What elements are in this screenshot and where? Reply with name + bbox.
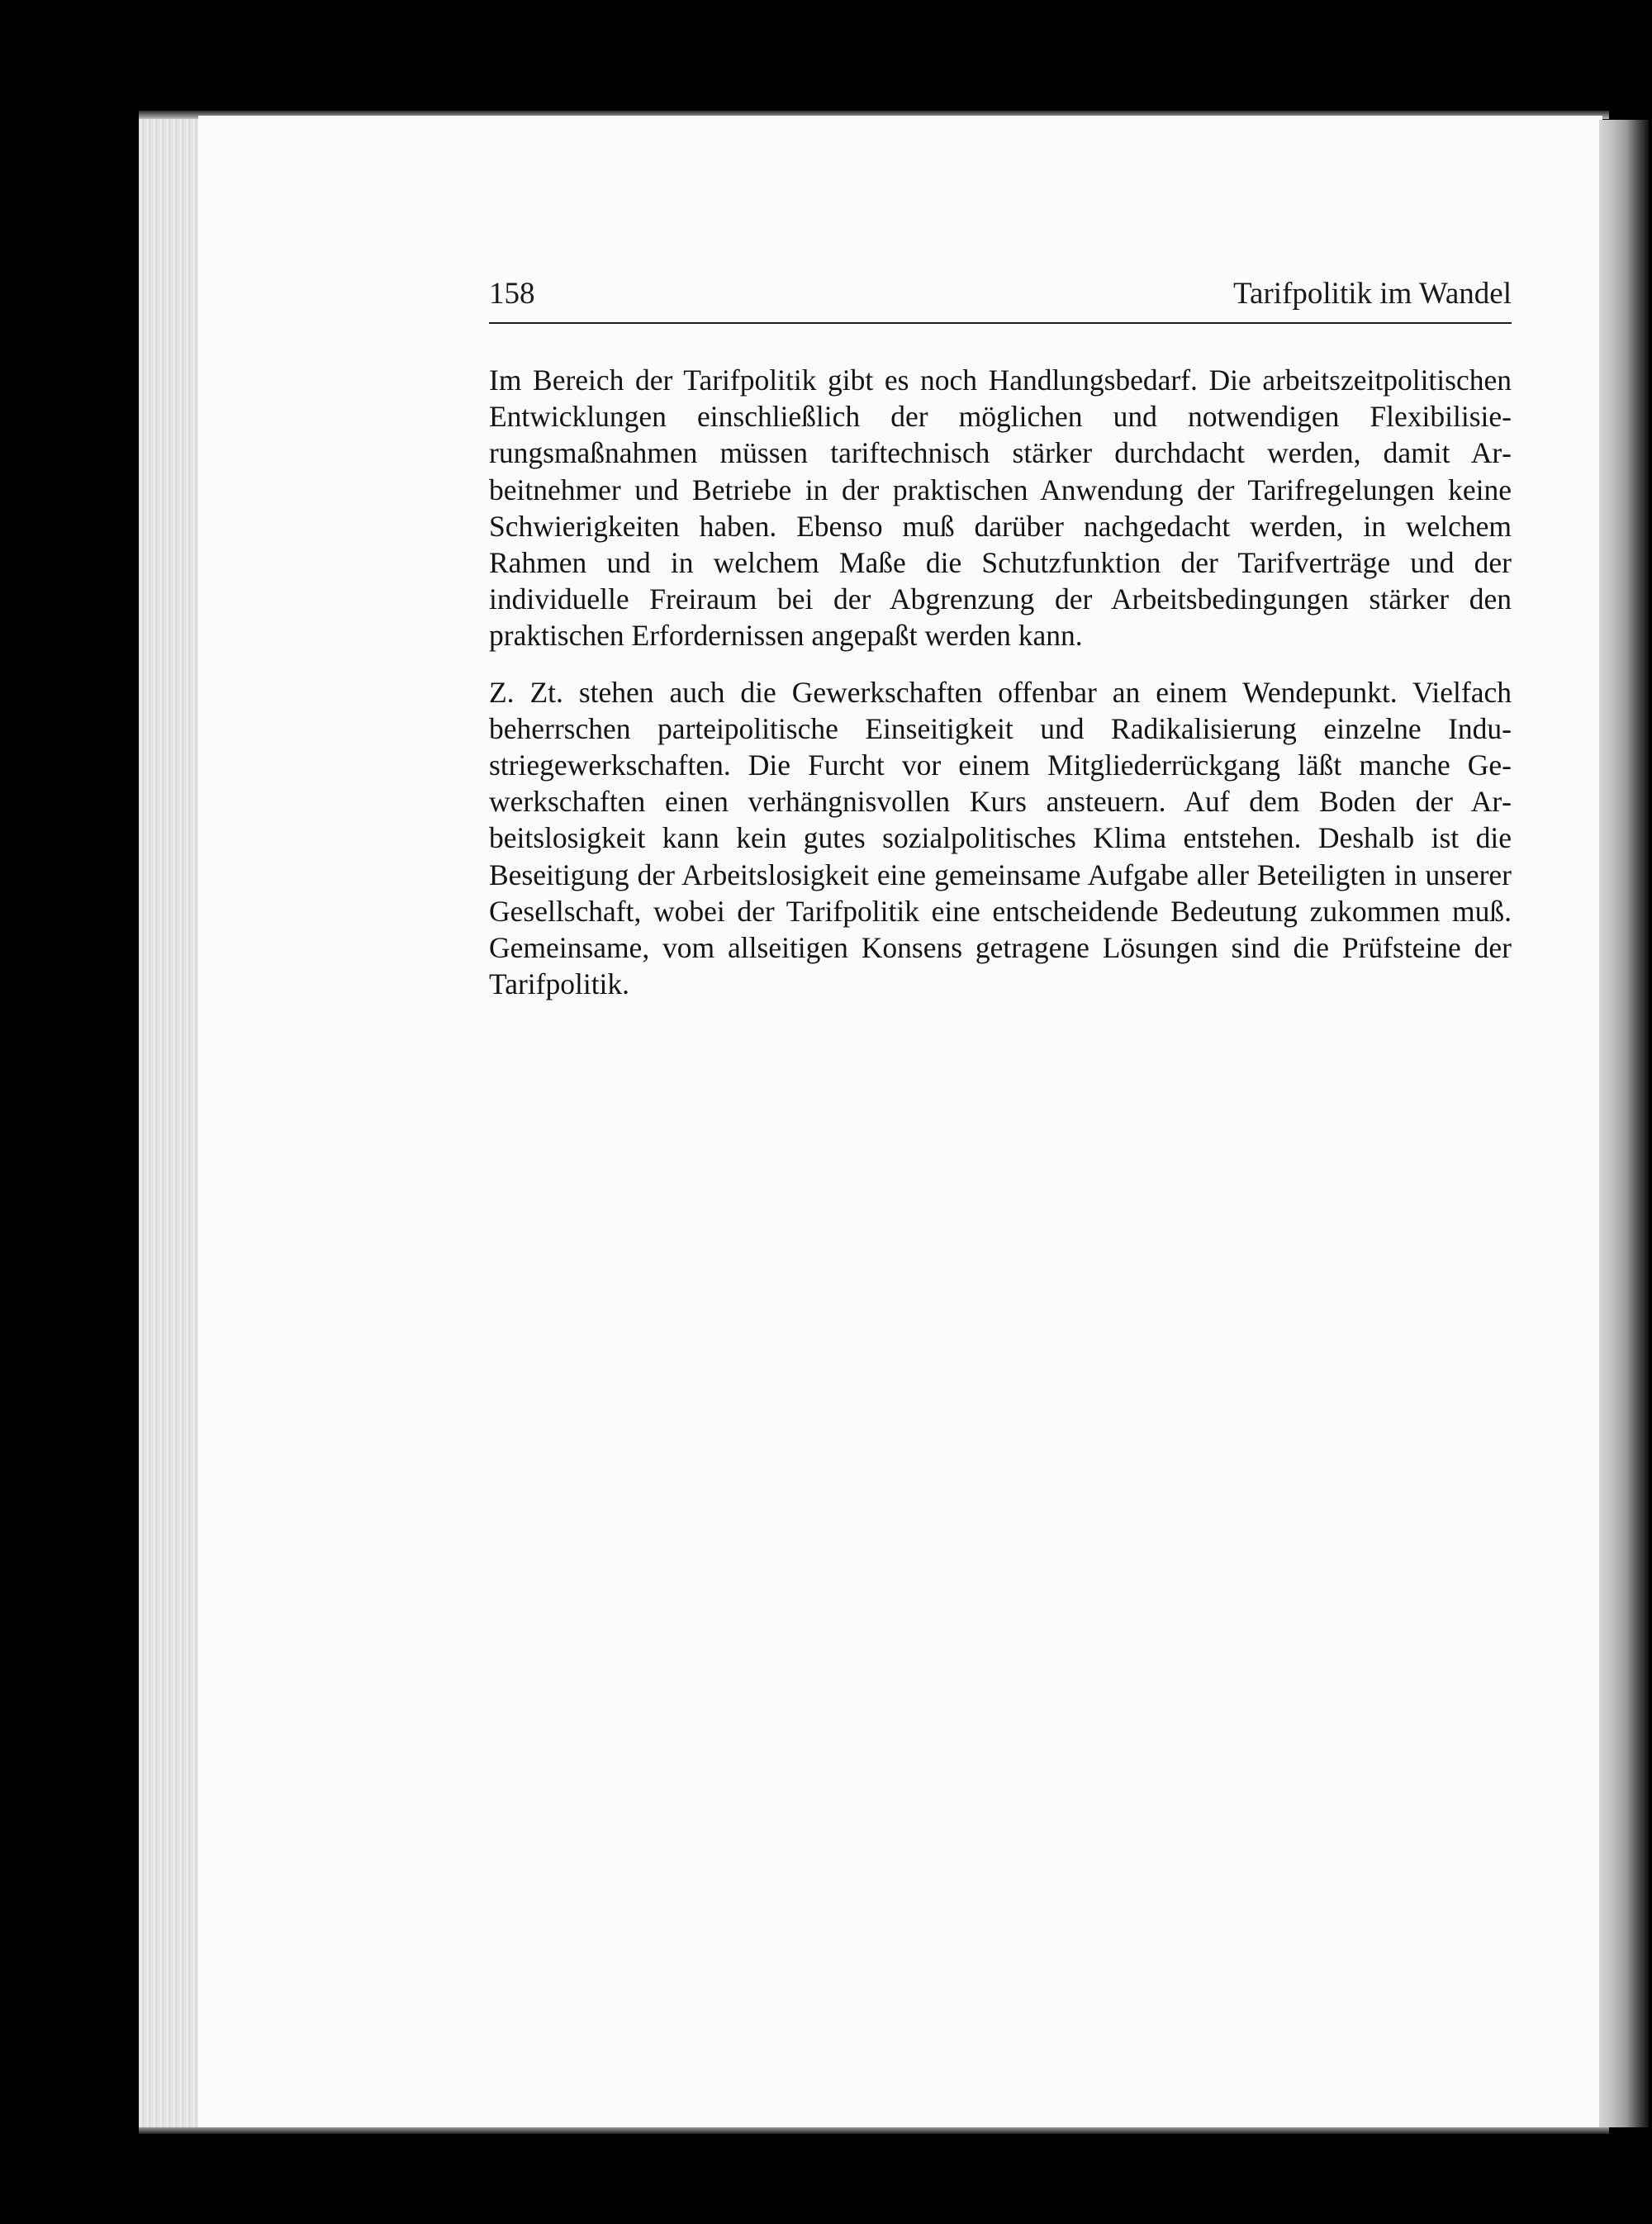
body-text [489, 362, 1512, 1002]
book-binding [1599, 120, 1649, 2127]
paragraph-2: Z. Zt. stehen auch die Gewerkschaften offenbar an einem Wendepunkt. Vielfach beherrschen parteipolitische Einseitigkeit und Radikalisierung einzelne Industriegewerkschaften. Die Furcht vor einem Mitgliederrückgang läßt manche Gewerkschaften einen verhängnisvollen Kurs ansteuern. Auf dem Boden der Arbeitslosigkeit kann kein gutes sozialpolitisches Klima entstehen. Deshalb ist die Beseitigung der Arbeitslosigkeit eine gemeinsame Aufgabe aller Beteiligten in unserer Gesellschaft, wobei der Tarifpolitik eine entscheidende Bedeutung zukommen muß. Gemeinsame, vom allseitigen Konsens getragene Lösungen sind die Prüfsteine der Tarifpolitik. [489, 675, 1512, 1001]
paragraph-1: Im Bereich der Tarifpolitik gibt es noch Handlungsbedarf. Die arbeitszeitpolitischen Entwicklungen einschließlich der möglichen und notwendigen Flexibilisierungsmaßnahmen müssen tariftechnisch stärker durchdacht werden, damit Arbeitnehmer und Betriebe in der praktischen Anwendung der Tarifregelungen keine Schwierigkeiten haben. Ebenso muß darüber nachgedacht werden, in welchem Rahmen und in welchem Maße die Schutzfunktion der Tarifverträge und der individuelle Freiraum bei der Abgrenzung der Arbeitsbedingungen stärker den praktischen Erfordernissen angepaßt werden kann. [489, 364, 1512, 653]
running-header [489, 271, 1512, 324]
running-title: Tarifpolitik im Wandel [1233, 277, 1512, 311]
book-bottom-edge [139, 2127, 1609, 2134]
page-number: 158 [489, 277, 535, 311]
